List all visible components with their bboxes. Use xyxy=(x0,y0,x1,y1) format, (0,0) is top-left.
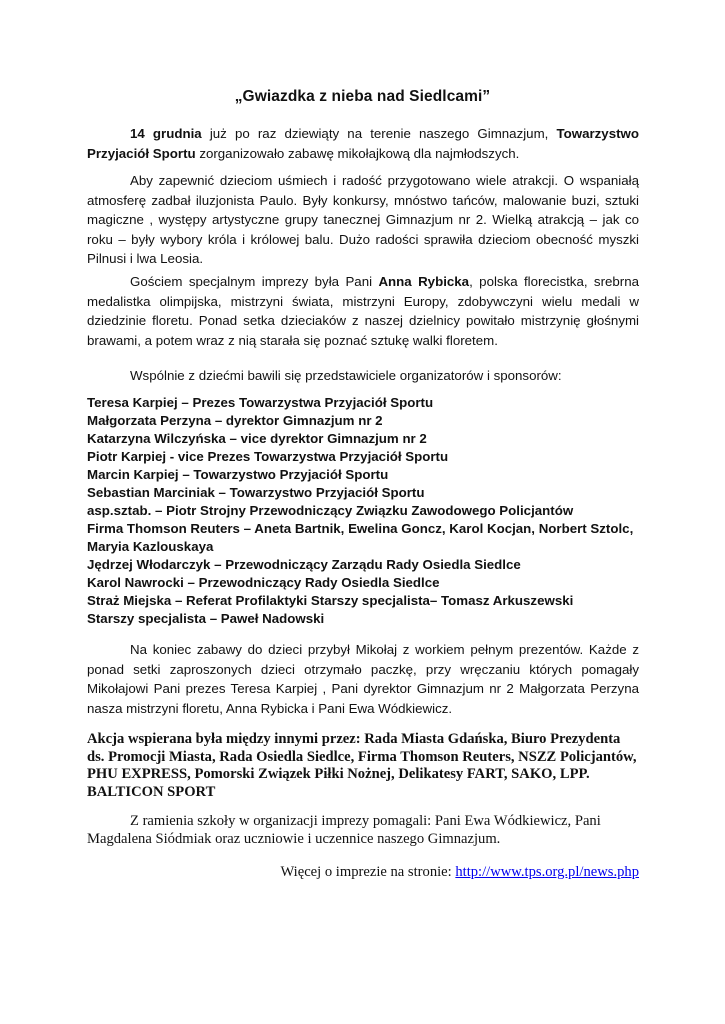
list-item: Karol Nawrocki – Przewodniczący Rady Osiedla Siedlce xyxy=(87,575,440,590)
sponsors-line: Akcja wspierana była między innymi przez: Rada Miasta Gdańska, Biuro Prezydenta xyxy=(87,731,621,747)
guest-text-2: , polska florecistka, srebrna medalistka olimpijska, mistrzyni świata, mistrzyni Europy, zdobywczyni wielu medali w dziedzinie floretu. Ponad setka dzieciaków z naszej dzielnicy powitało mistrzynię głośnymi brawami, a potem wraz z nią starała się poznać sztukę walki floretem. xyxy=(87,274,640,348)
guest-list xyxy=(87,394,647,628)
list-item: Firma Thomson Reuters – Aneta Bartnik, Ewelina Goncz, Karol Kocjan, Norbert Sztolc, xyxy=(87,521,634,536)
list-item: Marcin Karpiej – Towarzystwo Przyjaciół Sportu xyxy=(87,467,389,482)
sponsors-line: PHU EXPRESS, Pomorski Związek Piłki Nożnej, Delikatesy FART, SAKO, LPP. xyxy=(87,766,590,782)
paragraph-helpers: Z ramienia szkoły w organizacji imprezy pomagali: Pani Ewa Wódkiewicz, Pani Magdalena Siódmiak oraz uczniowie i uczennice naszego Gimnazjum. xyxy=(87,813,601,847)
list-item: Teresa Karpiej – Prezes Towarzystwa Przyjaciół Sportu xyxy=(87,395,434,410)
news-link[interactable]: http://www.tps.org.pl/news.php xyxy=(455,864,639,880)
paragraph-organizers-intro: Wspólnie z dziećmi bawili się przedstawiciele organizatorów i sponsorów: xyxy=(130,368,562,383)
list-item: Jędrzej Włodarczyk – Przewodniczący Zarządu Rady Osiedla Siedlce xyxy=(87,557,521,572)
list-item: Piotr Karpiej - vice Prezes Towarzystwa Przyjaciół Sportu xyxy=(87,449,449,464)
list-item: asp.sztab. – Piotr Strojny Przewodniczący Związku Zawodowego Policjantów xyxy=(87,503,574,518)
intro-text-1: już po raz dziewiąty na terenie naszego Gimnazjum, xyxy=(201,126,557,141)
guest-text-1: Gościem specjalnym imprezy była Pani xyxy=(130,274,379,289)
paragraph-intro xyxy=(87,124,639,163)
guest-name: Anna Rybicka xyxy=(378,274,470,289)
list-item: Sebastian Marciniak – Towarzystwo Przyjaciół Sportu xyxy=(87,485,425,500)
event-date: 14 grudnia xyxy=(130,126,202,141)
more-info-line xyxy=(280,863,639,881)
sponsors-line: ds. Promocji Miasta, Rada Osiedla Siedlce, Firma Thomson Reuters, NSZZ Policjantów, xyxy=(87,748,637,765)
sponsors-line: BALTICON SPORT xyxy=(87,783,216,800)
list-item: Starszy specjalista – Paweł Nadowski xyxy=(87,611,325,626)
list-item: Straż Miejska – Referat Profilaktyki Starszy specjalista– Tomasz Arkuszewski xyxy=(87,593,574,608)
list-item: Maryia Kazlouskaya xyxy=(87,539,214,554)
paragraph-attractions: Aby zapewnić dzieciom uśmiech i radość przygotowano wiele atrakcji. O wspaniałą atmosferę zadbał iluzjonista Paulo. Były konkursy, mnóstwo tańców, malowanie buzi, sztuki magiczne , występy artystyczne grupy tanecznej Gimnazjum nr 2. Wielką atrakcją – jak co roku – były wybory króla i królowej balu. Dużo radości sprawiła dzieciom obecność myszki Pilnusi i lwa Leosia. xyxy=(87,173,639,266)
intro-text-2: zorganizowało zabawę mikołajkową dla najmłodszych. xyxy=(195,145,520,161)
list-item: Katarzyna Wilczyńska – vice dyrektor Gimnazjum nr 2 xyxy=(87,431,427,446)
sponsors-block xyxy=(87,731,647,801)
list-item: Małgorzata Perzyna – dyrektor Gimnazjum nr 2 xyxy=(87,413,383,428)
organizer-name: Towarzystwo Przyjaciół Sportu xyxy=(87,126,639,161)
paragraph-special-guest xyxy=(87,272,639,350)
paragraph-santa: Na koniec zabawy do dzieci przybył Mikołaj z workiem pełnym prezentów. Każde z ponad setki zaproszonych dzieci otrzymało paczkę, przy wręczaniu których pomagały Mikołajowi Pani prezes Teresa Karpiej , Pani dyrektor Gimnazjum nr 2 Małgorzata Perzyna nasza mistrzyni floretu, Anna Rybicka i Pani Ewa Wódkiewicz. xyxy=(87,642,639,716)
more-info-label: Więcej o imprezie na stronie: xyxy=(280,864,456,880)
page-title: „Gwiazdka z nieba nad Siedlcami” xyxy=(234,88,491,105)
